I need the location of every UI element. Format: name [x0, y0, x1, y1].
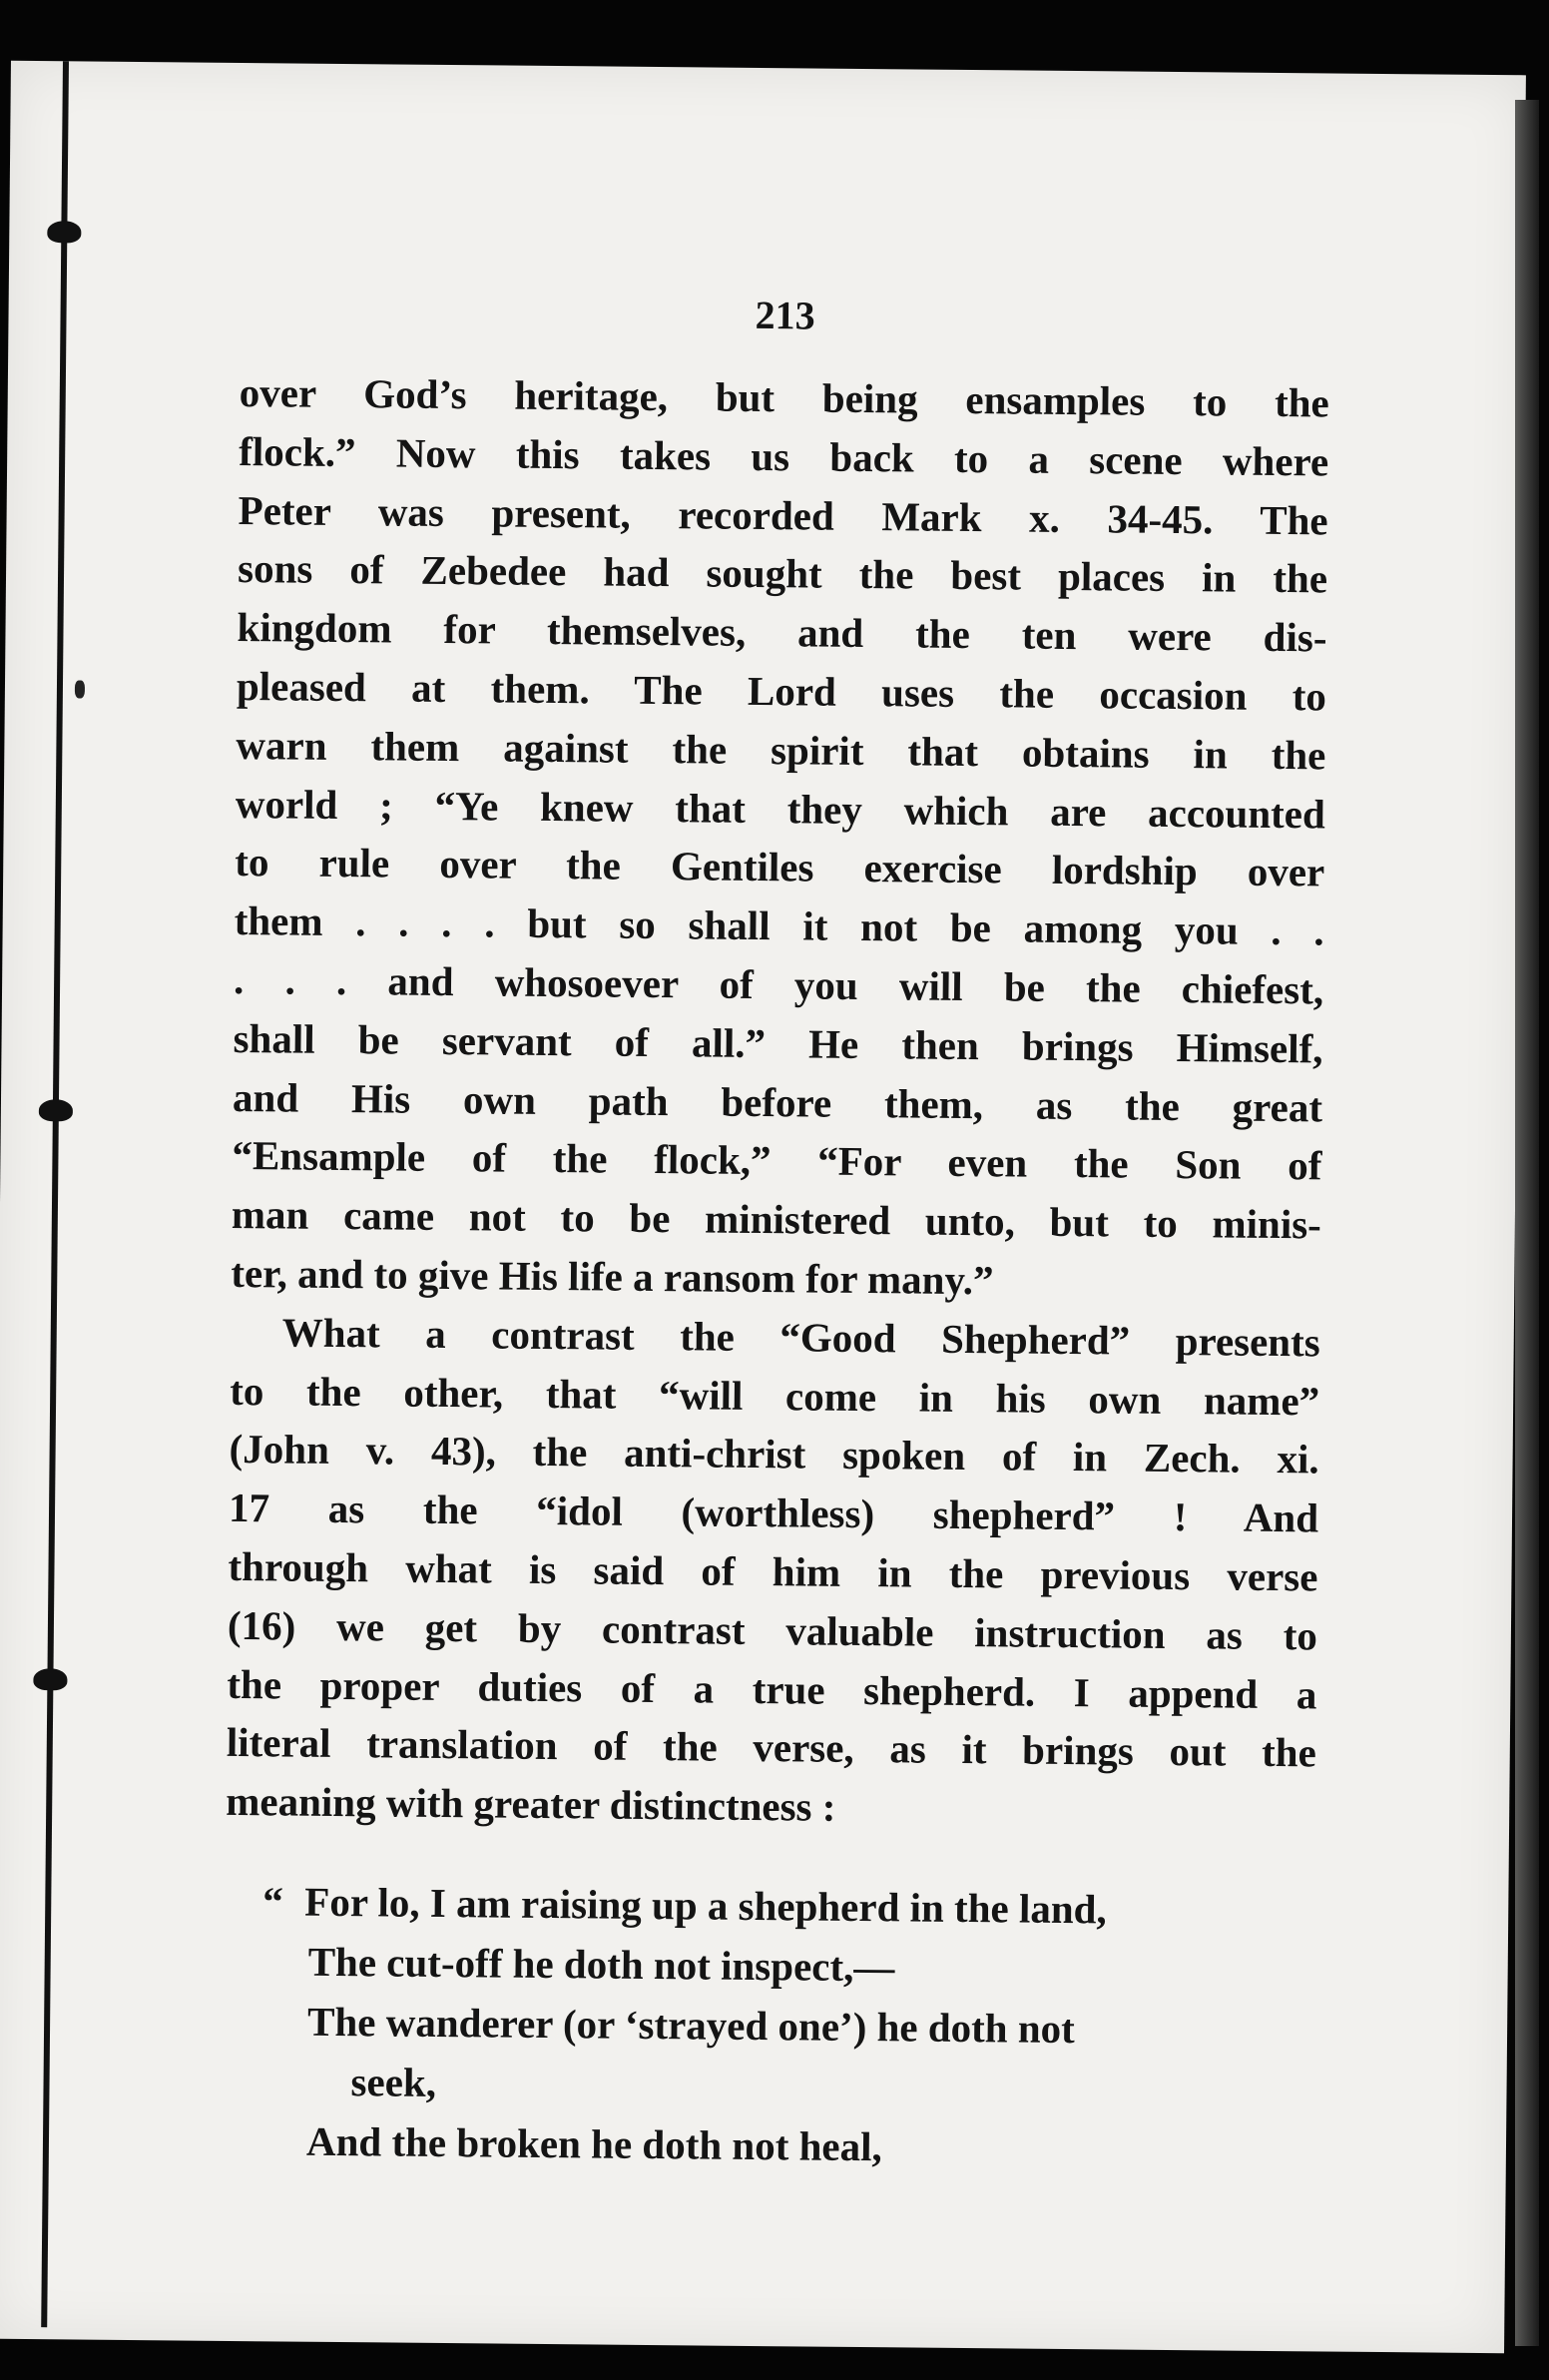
- text-line: meaning with greater distinctness :: [226, 1778, 836, 1830]
- text-line: What a contrast the “Good Shepherd” presents: [281, 1309, 1320, 1366]
- text-line: kingdom for themselves, and the ten were dis-: [237, 604, 1327, 661]
- text-line: 17 as the “idol (worthless) shepherd” ! And: [228, 1485, 1319, 1541]
- paper-sheet: [0, 61, 1526, 2353]
- paragraph-1: [231, 363, 1329, 1313]
- binding-edge: [41, 61, 69, 2327]
- binding-stitch-mark: [33, 1668, 67, 1690]
- verse-line: [225, 1871, 1315, 1941]
- text-line: sons of Zebedee had sought the best places in the: [237, 545, 1328, 602]
- text-line: warn them against the spirit that obtains in the: [236, 721, 1326, 779]
- binding-stitch-mark: [47, 221, 81, 243]
- text-line: the proper duties of a true shepherd. I append a: [227, 1660, 1317, 1717]
- text-line: world ; “Ye knew that they which are accounted: [235, 780, 1326, 838]
- verse-line: The wanderer (or ‘strayed one’) he doth not: [306, 1998, 1076, 2053]
- text-line: pleased at them. The Lord uses the occasion to: [236, 662, 1327, 720]
- text-line: (John v. 43), the anti-christ spoken of in Zech. xi.: [229, 1426, 1319, 1483]
- binding-stitch-mark: [39, 1099, 73, 1121]
- text-line: and His own path before them, as the great: [232, 1073, 1323, 1130]
- verse-line: seek,: [350, 2059, 437, 2105]
- paper-speck: [75, 680, 85, 698]
- text-line: them . . . . but so shall it not be among you . .: [234, 897, 1324, 954]
- verse-line-text: For lo, I am raising up a shepherd in the land,: [304, 1878, 1107, 1933]
- text-line: shall be servant of all.” He then brings Himself,: [233, 1014, 1323, 1072]
- text-line: man came not to be ministered unto, but to minis-: [231, 1191, 1322, 1248]
- open-quote-mark: “: [262, 1878, 284, 1925]
- text-line: literal translation of the verse, as it brings out the: [226, 1719, 1316, 1776]
- page-number: 213: [755, 292, 815, 338]
- text-line: through what is said of him in the previous verse: [228, 1542, 1318, 1600]
- text-line: to rule over the Gentiles exercise lordship over: [235, 839, 1325, 895]
- page-text: [223, 288, 1330, 2180]
- text-line: to the other, that “will come in his own name”: [229, 1367, 1320, 1424]
- verse-quotation: [223, 1871, 1315, 2180]
- verse-line: And the broken he doth not heal,: [305, 2117, 882, 2170]
- text-line: over God’s heritage, but being ensamples to the: [239, 368, 1329, 426]
- verse-line: The cut-off he doth not inspect,—: [307, 1938, 895, 1991]
- text-line: ter, and to give His life a ransom for many.”: [231, 1249, 994, 1304]
- text-line: . . . and whosoever of you will be the chiefest,: [233, 955, 1324, 1013]
- text-line: (16) we get by contrast valuable instruction as to: [227, 1601, 1318, 1659]
- text-line: Peter was present, recorded Mark x. 34-45. The: [238, 486, 1328, 544]
- text-line: “Ensample of the flock,” “For even the Son of: [232, 1132, 1322, 1189]
- page-edge-shadow: [1515, 100, 1539, 2346]
- paragraph-2: [226, 1303, 1320, 1842]
- text-line: flock.” Now this takes us back to a scene where: [239, 427, 1329, 485]
